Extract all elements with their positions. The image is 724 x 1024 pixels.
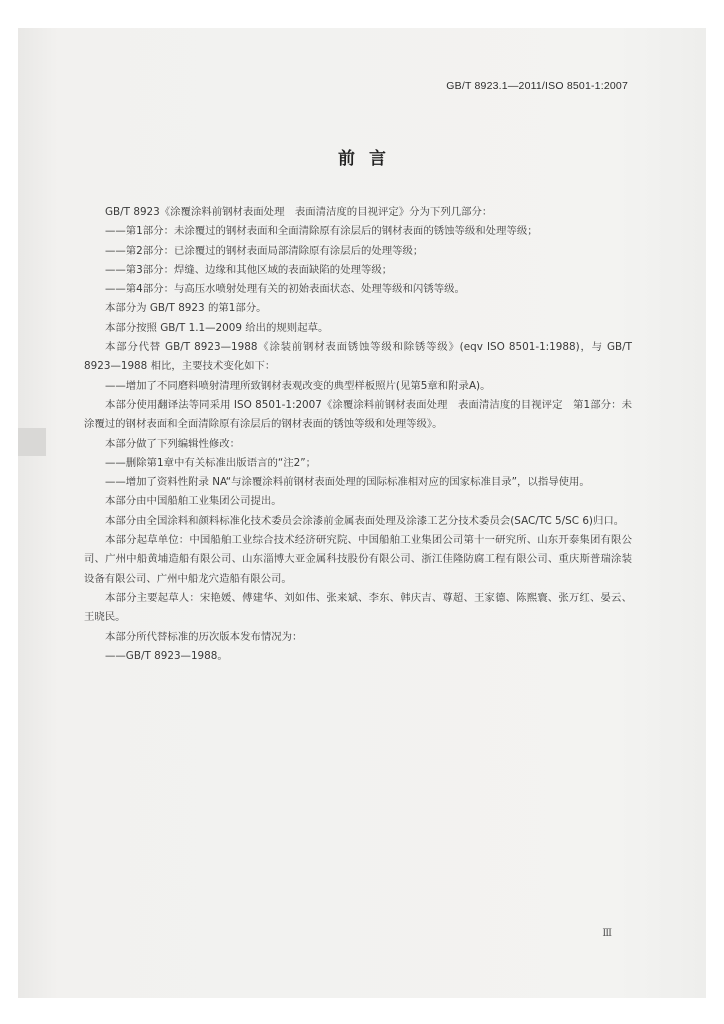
list-item: ——第2部分：已涂覆过的钢材表面局部清除原有涂层后的处理等级；	[105, 244, 424, 257]
list-item: ——增加了不同磨料喷射清理所致钢材表观改变的典型样板照片(见第5章和附录A)。	[105, 379, 491, 392]
page-number: Ⅲ	[602, 928, 612, 939]
foreword-body	[84, 203, 632, 666]
standard-code-header: GB/T 8923.1—2011/ISO 8501-1:2007	[446, 80, 628, 92]
list-item: ——第3部分：焊缝、边缘和其他区域的表面缺陷的处理等级；	[105, 263, 393, 276]
paragraph: GB/T 8923《涂覆涂料前钢材表面处理 表面清洁度的目视评定》分为下列几部分：	[105, 206, 493, 218]
list-item: ——GB/T 8923—1988。	[105, 649, 228, 662]
paragraph: 本部分为 GB/T 8923 的第1部分。	[105, 302, 267, 315]
scan-margin-mark	[18, 428, 46, 456]
paragraph: 本部分代替 GB/T 8923—1988《涂装前钢材表面锈蚀等级和除锈等级》(eqv ISO 8501-1:1988)，与 GB/T 8923—1988 相比，主要技术变化如下：	[84, 341, 632, 373]
paragraph: 本部分主要起草人：宋艳媛、傅建华、刘如伟、张来斌、李东、韩庆吉、尊超、王家德、陈熙寰、张万红、晏云、王晓民。	[84, 591, 632, 624]
paragraph: 本部分所代替标准的历次版本发布情况为：	[105, 630, 303, 643]
paragraph: 本部分按照 GB/T 1.1—2009 给出的规则起草。	[105, 321, 329, 334]
page-title: 前言	[338, 149, 400, 169]
list-item: ——删除第1章中有关标准出版语言的“注2”；	[105, 456, 317, 469]
paragraph: 本部分使用翻译法等同采用 ISO 8501-1:2007《涂覆涂料前钢材表面处理 表面清洁度的目视评定 第1部分：未涂覆过的钢材表面和全面清除原有涂层后的钢材表面的锈蚀等级和处理等级》。	[84, 398, 632, 431]
list-item: ——增加了资料性附录 NA“与涂覆涂料前钢材表面处理的国际标准相对应的国家标准目录”，以指导使用。	[105, 476, 590, 489]
paragraph: 本部分由全国涂料和颜料标准化技术委员会涂漆前金属表面处理及涂漆工艺分技术委员会(SAC/TC 5/SC 6)归口。	[105, 514, 625, 527]
paragraph: 本部分起草单位：中国船舶工业综合技术经济研究院、中国船舶工业集团公司第十一研究所、山东开泰集团有限公司、广州中船黄埔造船有限公司、山东淄博大亚金属科技股份有限公司、浙江佳隆防腐工程有限公司、重庆斯普瑞涂装设备有限公司、广州中船龙穴造船有限公司。	[84, 534, 632, 585]
list-item: ——第4部分：与高压水喷射处理有关的初始表面状态、处理等级和闪锈等级。	[105, 283, 465, 296]
list-item: ——第1部分：未涂覆过的钢材表面和全面清除原有涂层后的钢材表面的锈蚀等级和处理等级；	[105, 225, 538, 238]
paragraph: 本部分由中国船舶工业集团公司提出。	[105, 495, 282, 508]
paragraph: 本部分做了下列编辑性修改：	[105, 437, 241, 450]
